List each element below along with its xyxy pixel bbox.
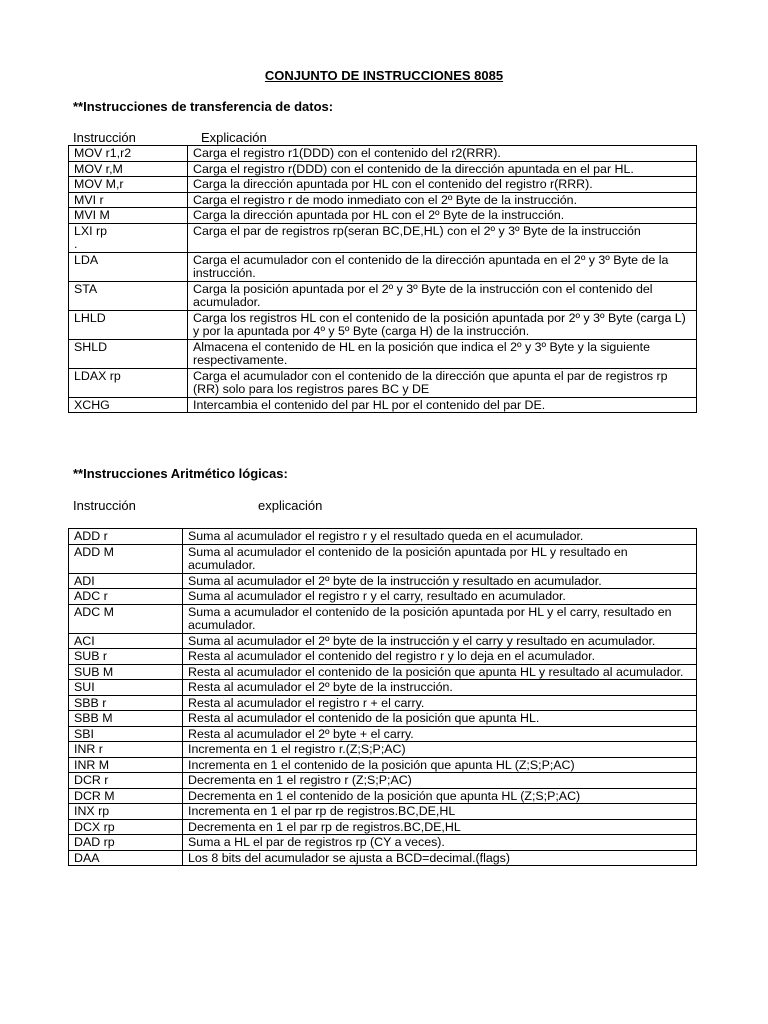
explanation-cell: Suma al acumulador el contenido de la posición apuntada por HL y resultado en acumulador. bbox=[183, 544, 697, 573]
table-row bbox=[69, 529, 697, 545]
instruction-cell: SBB M bbox=[69, 711, 183, 727]
instruction-cell: DAA bbox=[69, 850, 183, 866]
instruction-cell: ADD r bbox=[69, 529, 183, 545]
table-row bbox=[69, 850, 697, 866]
explanation-cell: Incrementa en 1 el registro r.(Z;S;P;AC) bbox=[183, 742, 697, 758]
table-row bbox=[69, 695, 697, 711]
column-header-explicacion: Explicación bbox=[201, 130, 267, 145]
explanation-cell: Los 8 bits del acumulador se ajusta a BCD=decimal.(flags) bbox=[183, 850, 697, 866]
table-aritmetico bbox=[68, 528, 697, 866]
page-title: CONJUNTO DE INSTRUCCIONES 8085 bbox=[264, 68, 504, 83]
instruction-cell: SBB r bbox=[69, 695, 183, 711]
explanation-cell: Suma a acumulador el contenido de la posición apuntada por HL y el carry, resultado en acumulador. bbox=[183, 604, 697, 633]
explanation-cell: Carga el acumulador con el contenido de la dirección que apunta el par de registros rp (RR) solo para los registros pares BC y DE bbox=[188, 368, 697, 397]
instruction-cell: MVI r bbox=[69, 192, 188, 208]
instruction-cell: LDA bbox=[69, 252, 188, 281]
instruction-cell: LXI rp . bbox=[69, 223, 188, 252]
instruction-cell: ACI bbox=[69, 633, 183, 649]
table-row bbox=[69, 757, 697, 773]
explanation-cell: Suma al acumulador el registro r y el carry, resultado en acumulador. bbox=[183, 589, 697, 605]
table-row bbox=[69, 664, 697, 680]
instruction-cell: ADC r bbox=[69, 589, 183, 605]
table-row bbox=[69, 146, 697, 162]
table-row bbox=[69, 633, 697, 649]
instruction-cell: MVI M bbox=[69, 208, 188, 224]
explanation-cell: Carga el registro r de modo inmediato con el 2º Byte de la instrucción. bbox=[188, 192, 697, 208]
explanation-cell: Resta al acumulador el contenido del registro r y lo deja en el acumulador. bbox=[183, 649, 697, 665]
column-header-explicacion-2: explicación bbox=[258, 498, 323, 513]
explanation-cell: Carga el par de registros rp(seran BC,DE,HL) con el 2º y 3º Byte de la instrucción bbox=[188, 223, 697, 252]
instruction-cell: XCHG bbox=[69, 397, 188, 413]
instruction-cell: ADD M bbox=[69, 544, 183, 573]
table-row bbox=[69, 208, 697, 224]
table-row bbox=[69, 281, 697, 310]
instruction-cell: STA bbox=[69, 281, 188, 310]
table-row bbox=[69, 604, 697, 633]
instruction-cell: INR r bbox=[69, 742, 183, 758]
explanation-cell: Suma al acumulador el 2º byte de la instrucción y el carry y resultado en acumulador. bbox=[183, 633, 697, 649]
explanation-cell: Carga la dirección apuntada por HL con el 2º Byte de la instrucción. bbox=[188, 208, 697, 224]
instruction-cell: MOV r1,r2 bbox=[69, 146, 188, 162]
explanation-cell: Carga el registro r(DDD) con el contenido de la dirección apuntada en el par HL. bbox=[188, 161, 697, 177]
explanation-cell: Decrementa en 1 el contenido de la posición que apunta HL (Z;S;P;AC) bbox=[183, 788, 697, 804]
table-row bbox=[69, 711, 697, 727]
table-row bbox=[69, 192, 697, 208]
explanation-cell: Almacena el contenido de HL en la posición que indica el 2º y 3º Byte y la siguiente respectivamente. bbox=[188, 339, 697, 368]
table-row bbox=[69, 649, 697, 665]
table-row bbox=[69, 544, 697, 573]
table-row bbox=[69, 339, 697, 368]
section-heading-transferencia: **Instrucciones de transferencia de datos: bbox=[73, 99, 334, 114]
explanation-cell: Carga el acumulador con el contenido de la dirección apuntada en el 2º y 3º Byte de la instrucción. bbox=[188, 252, 697, 281]
table-row bbox=[69, 252, 697, 281]
explanation-cell: Suma al acumulador el registro r y el resultado queda en el acumulador. bbox=[183, 529, 697, 545]
column-header-instruccion-2: Instrucción bbox=[73, 498, 136, 513]
explanation-cell: Decrementa en 1 el par rp de registros.BC,DE,HL bbox=[183, 819, 697, 835]
table-transferencia bbox=[68, 145, 697, 413]
explanation-cell: Resta al acumulador el registro r + el carry. bbox=[183, 695, 697, 711]
table-row bbox=[69, 397, 697, 413]
instruction-cell: LDAX rp bbox=[69, 368, 188, 397]
explanation-cell: Suma al acumulador el 2º byte de la instrucción y resultado en acumulador. bbox=[183, 573, 697, 589]
table-row bbox=[69, 573, 697, 589]
explanation-cell: Carga los registros HL con el contenido de la posición apuntada por 2º y 3º Byte (carga L) y por la apuntada por 4º y 5º Byte (carga H) de la instrucción. bbox=[188, 310, 697, 339]
table-row bbox=[69, 680, 697, 696]
explanation-cell: Incrementa en 1 el par rp de registros.BC,DE,HL bbox=[183, 804, 697, 820]
instruction-cell: DCR M bbox=[69, 788, 183, 804]
instruction-cell: ADI bbox=[69, 573, 183, 589]
column-header-instruccion: Instrucción bbox=[73, 130, 136, 145]
instruction-cell: ADC M bbox=[69, 604, 183, 633]
explanation-cell: Suma a HL el par de registros rp (CY a veces). bbox=[183, 835, 697, 851]
explanation-cell: Resta al acumulador el contenido de la posición que apunta HL. bbox=[183, 711, 697, 727]
instruction-cell: DCR r bbox=[69, 773, 183, 789]
explanation-cell: Resta al acumulador el 2º byte de la instrucción. bbox=[183, 680, 697, 696]
explanation-cell: Decrementa en 1 el registro r (Z;S;P;AC) bbox=[183, 773, 697, 789]
instruction-cell: SBI bbox=[69, 726, 183, 742]
explanation-cell: Resta al acumulador el contenido de la posición que apunta HL y resultado al acumulador. bbox=[183, 664, 697, 680]
explanation-cell: Carga el registro r1(DDD) con el contenido del r2(RRR). bbox=[188, 146, 697, 162]
instruction-cell: SHLD bbox=[69, 339, 188, 368]
instruction-cell: SUB r bbox=[69, 649, 183, 665]
instruction-cell: INR M bbox=[69, 757, 183, 773]
table-row bbox=[69, 804, 697, 820]
table-row bbox=[69, 177, 697, 193]
table-row bbox=[69, 368, 697, 397]
table-row bbox=[69, 819, 697, 835]
instruction-cell: INX rp bbox=[69, 804, 183, 820]
instruction-cell: DCX rp bbox=[69, 819, 183, 835]
explanation-cell: Carga la dirección apuntada por HL con el contenido del registro r(RRR). bbox=[188, 177, 697, 193]
table-row bbox=[69, 161, 697, 177]
table-row bbox=[69, 223, 697, 252]
explanation-cell: Intercambia el contenido del par HL por el contenido del par DE. bbox=[188, 397, 697, 413]
instruction-cell: MOV r,M bbox=[69, 161, 188, 177]
table-row bbox=[69, 835, 697, 851]
instruction-cell: SUB M bbox=[69, 664, 183, 680]
explanation-cell: Carga la posición apuntada por el 2º y 3º Byte de la instrucción con el contenido del acumulador. bbox=[188, 281, 697, 310]
table-row bbox=[69, 310, 697, 339]
instruction-cell: SUI bbox=[69, 680, 183, 696]
table-row bbox=[69, 773, 697, 789]
instruction-cell: LHLD bbox=[69, 310, 188, 339]
table-row bbox=[69, 788, 697, 804]
instruction-cell: MOV M,r bbox=[69, 177, 188, 193]
explanation-cell: Resta al acumulador el 2º byte + el carry. bbox=[183, 726, 697, 742]
table-row bbox=[69, 589, 697, 605]
section-heading-aritmetico: **Instrucciones Aritmético lógicas: bbox=[73, 466, 288, 481]
explanation-cell: Incrementa en 1 el contenido de la posición que apunta HL (Z;S;P;AC) bbox=[183, 757, 697, 773]
table-row bbox=[69, 726, 697, 742]
table-row bbox=[69, 742, 697, 758]
instruction-cell: DAD rp bbox=[69, 835, 183, 851]
